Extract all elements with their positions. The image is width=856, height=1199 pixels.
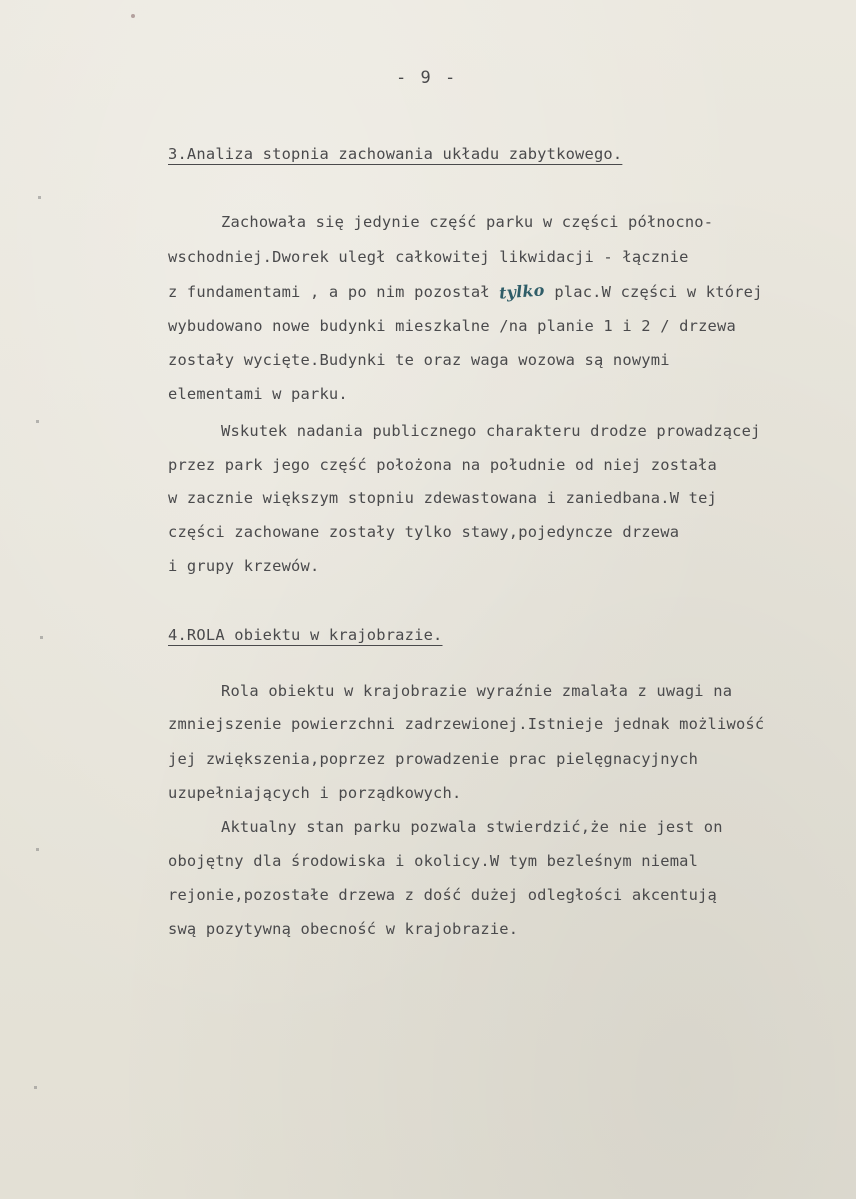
section-3-heading: 3.Analiza stopnia zachowania układu zabytkowego. — [168, 145, 623, 163]
section-4-line-6: obojętny dla środowiska i okolicy.W tym bezleśnym niemal — [168, 852, 699, 870]
section-3-line-10: części zachowane zostały tylko stawy,pojedyncze drzewa — [168, 523, 680, 541]
section-4-line-3: jej zwiększenia,poprzez prowadzenie prac pielęgnacyjnych — [168, 750, 699, 768]
section-4-line-5: Aktualny stan parku pozwala stwierdzić,że nie jest on — [221, 818, 723, 836]
section-4-line-4: uzupełniających i porządkowych. — [168, 784, 462, 802]
paper-mark — [34, 1086, 37, 1089]
section-3-line-5: zostały wycięte.Budynki te oraz waga wozowa są nowymi — [168, 351, 670, 369]
section-3-line-3 — [168, 282, 763, 301]
section-4-line-7: rejonie,pozostałe drzewa z dość dużej odległości akcentują — [168, 886, 718, 904]
paper-mark — [38, 196, 41, 199]
ink-speck — [131, 14, 135, 18]
section-4-line-8: swą pozytywną obecność w krajobrazie. — [168, 920, 519, 938]
section-4-line-2: zmniejszenie powierzchni zadrzewionej.Istnieje jednak możliwość — [168, 715, 765, 733]
section-4-heading: 4.ROLA obiektu w krajobrazie. — [168, 626, 443, 644]
section-3-line-8: przez park jego część położona na południe od niej została — [168, 456, 718, 474]
section-3-line-9: w zacznie większym stopniu zdewastowana i zaniedbana.W tej — [168, 489, 718, 507]
paper-mark — [36, 420, 39, 423]
section-3-line-2: wschodniej.Dworek uległ całkowitej likwidacji - łącznie — [168, 248, 689, 266]
section-3-line-7: Wskutek nadania publicznego charakteru drodze prowadzącej — [221, 422, 761, 440]
handwritten-correction: tylko — [498, 280, 546, 303]
paper-mark — [36, 848, 39, 851]
section-3-line-3-start: z fundamentami , a po nim pozostał — [168, 283, 490, 301]
section-3-line-6: elementami w parku. — [168, 385, 348, 403]
section-3-line-3-end: plac.W części w której — [554, 283, 763, 301]
section-3-line-11: i grupy krzewów. — [168, 557, 320, 575]
section-4-line-1: Rola obiektu w krajobrazie wyraźnie zmalała z uwagi na — [221, 682, 733, 700]
section-3-line-4: wybudowano nowe budynki mieszkalne /na planie 1 i 2 / drzewa — [168, 317, 736, 335]
section-3-line-1: Zachowała się jedynie część parku w części północno- — [221, 213, 714, 231]
page-number: - 9 - — [396, 68, 458, 88]
paper-mark — [40, 636, 43, 639]
